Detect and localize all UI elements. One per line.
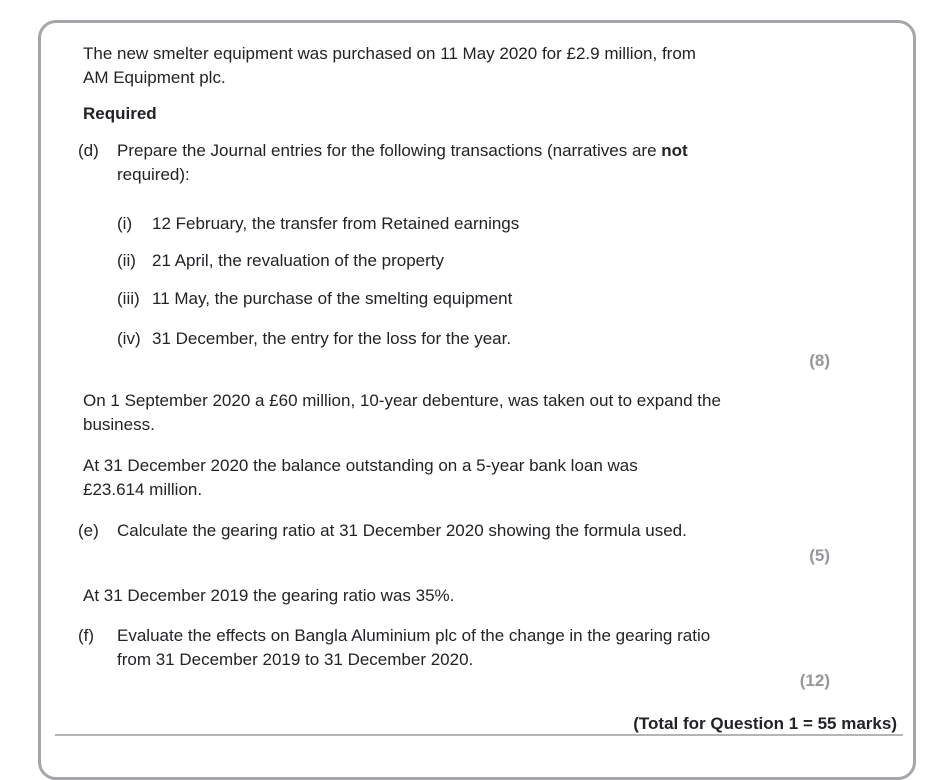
part-d-marker: (d)	[78, 141, 99, 160]
gearing-paragraph: At 31 December 2019 the gearing ratio was 35%.	[83, 586, 455, 605]
bank-loan-line-2: £23.614 million.	[83, 480, 203, 499]
subitem-ii	[117, 249, 444, 273]
question-part-d	[78, 139, 688, 187]
debenture-paragraph	[83, 389, 721, 437]
subitem-ii-marker: (ii)	[117, 251, 136, 270]
subitem-ii-text: 21 April, the revaluation of the property	[152, 251, 445, 270]
part-f-text	[117, 624, 710, 672]
part-e-text: Calculate the gearing ratio at 31 December 2020 showing the formula used.	[117, 521, 687, 540]
part-f-line1: Evaluate the effects on Bangla Aluminium plc of the change in the gearing ratio	[117, 626, 711, 645]
debenture-line-2: business.	[83, 415, 155, 434]
part-f-marker: (f)	[78, 626, 95, 645]
question-part-e	[78, 519, 687, 543]
required-heading: Required	[83, 104, 157, 123]
part-e-marker: (e)	[78, 521, 99, 540]
part-d-line1-bold: not	[661, 141, 688, 160]
intro-line-2: AM Equipment plc.	[83, 68, 226, 87]
part-d-line2: required):	[117, 165, 190, 184]
debenture-line-1: On 1 September 2020 a £60 million, 10-year debenture, was taken out to expand the	[83, 391, 721, 410]
intro-paragraph	[83, 42, 696, 90]
total-marks-line: (Total for Question 1 = 55 marks)	[633, 714, 897, 733]
marks-part-d: (8)	[809, 351, 830, 370]
intro-line-1: The new smelter equipment was purchased on 11 May 2020 for £2.9 million, from	[83, 44, 696, 63]
subitem-iii	[117, 287, 512, 311]
subitem-iv	[117, 327, 511, 351]
subitem-iv-marker: (iv)	[117, 329, 141, 348]
question-part-f	[78, 624, 710, 672]
subitem-i	[117, 212, 519, 236]
subitem-iv-text: 31 December, the entry for the loss for the year.	[152, 329, 512, 348]
subitem-i-text: 12 February, the transfer from Retained earnings	[152, 214, 520, 233]
subitem-iii-marker: (iii)	[117, 289, 140, 308]
subitem-iii-text: 11 May, the purchase of the smelting equipment	[152, 289, 513, 308]
marks-part-e: (5)	[809, 546, 830, 565]
part-d-text	[117, 139, 688, 187]
subitem-i-marker: (i)	[117, 214, 133, 233]
bank-loan-line-1: At 31 December 2020 the balance outstanding on a 5-year bank loan was	[83, 456, 638, 475]
bank-loan-paragraph	[83, 454, 638, 502]
footer-rule	[55, 734, 903, 736]
part-d-line1-prefix: Prepare the Journal entries for the following transactions (narratives are	[117, 141, 662, 160]
marks-part-f: (12)	[799, 671, 830, 690]
part-f-line2: from 31 December 2019 to 31 December 2020.	[117, 650, 474, 669]
